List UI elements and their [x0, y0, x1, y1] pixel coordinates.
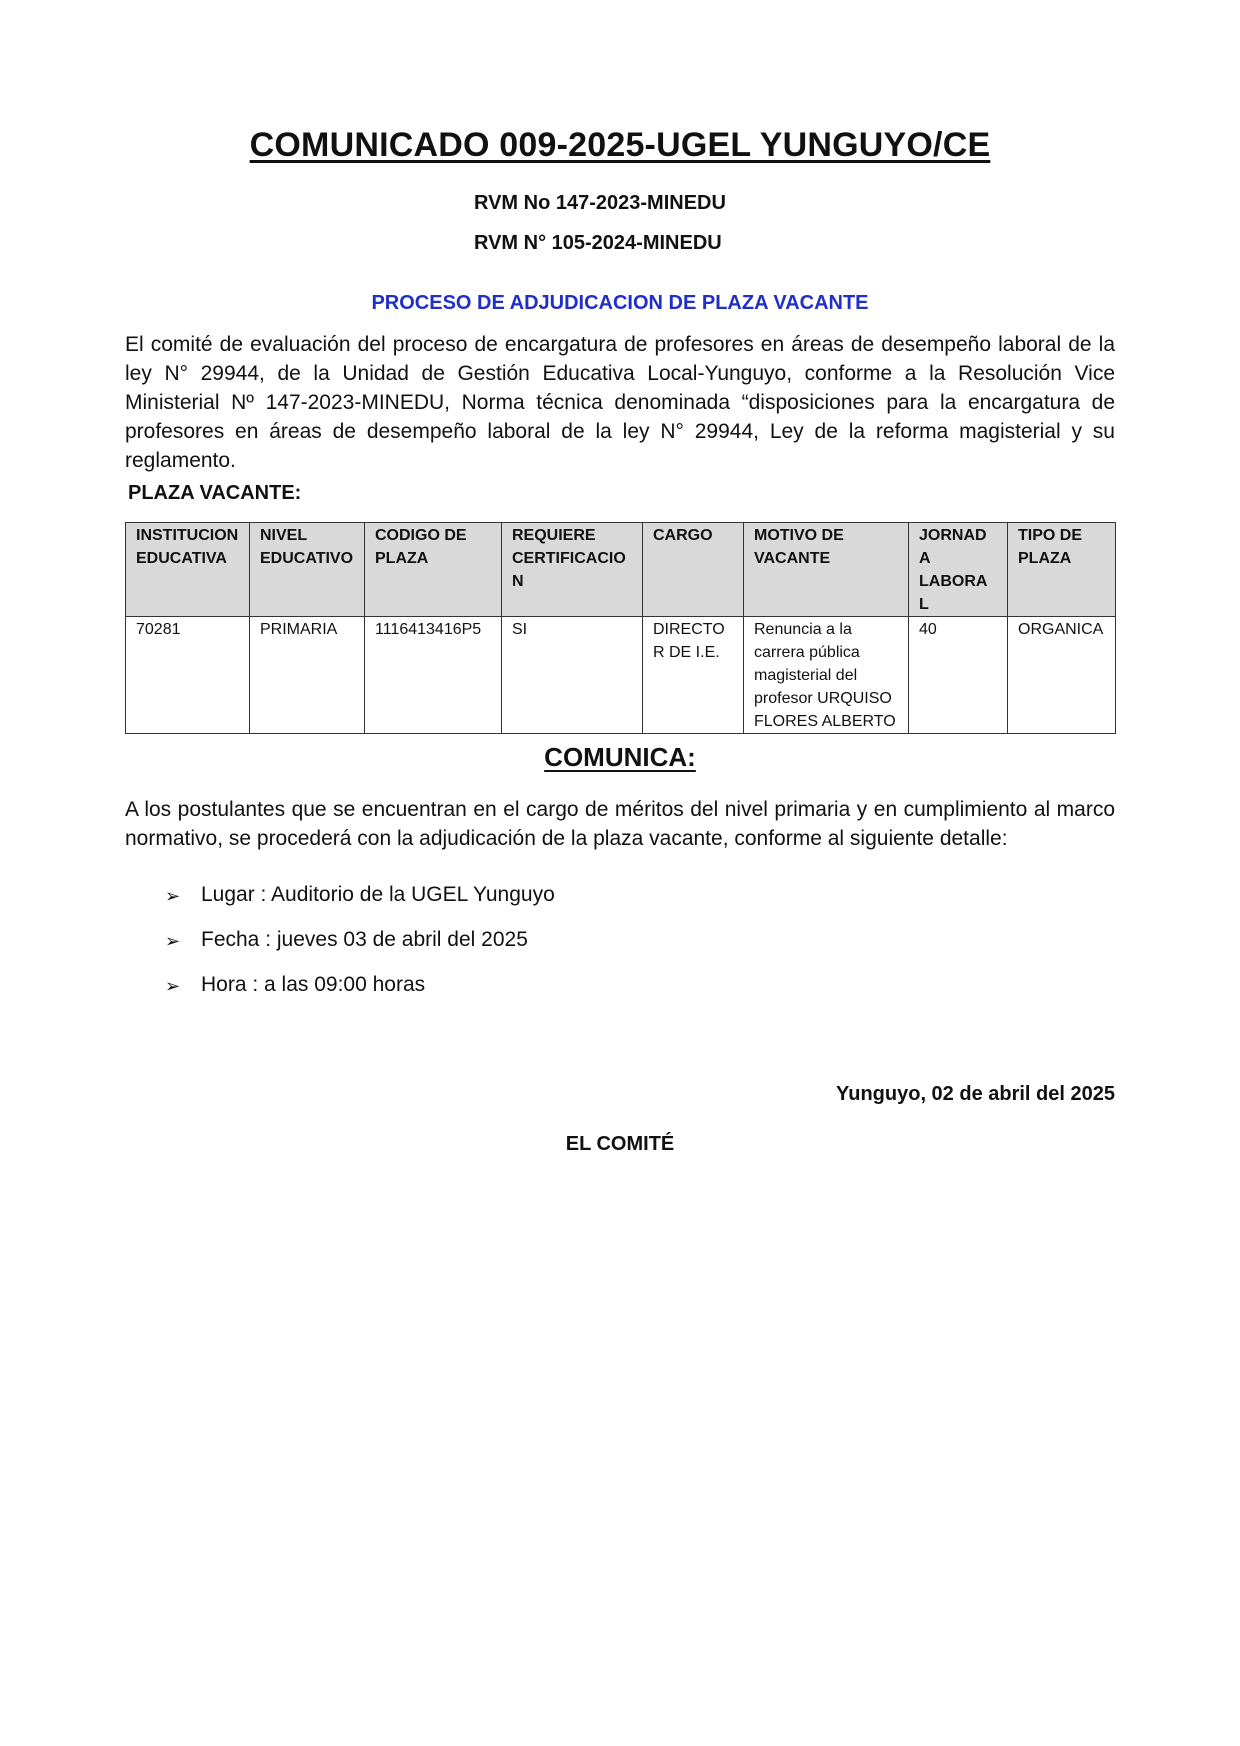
intro-paragraph: El comité de evaluación del proceso de encargatura de profesores en áreas de desempeño laboral de la ley N° 29944, de la Unidad de Gestión Educativa Local-Yunguyo, conforme a la Resolución Vice Ministerial Nº 147-2023-MINEDU, Norma técnica denominada “disposiciones para la encargatura de profesores en áreas de desempeño laboral de la ley N° 29944, Ley de la reforma magisterial y su reglamento. — [125, 333, 1115, 472]
document-title: COMUNICADO 009-2025-UGEL YUNGUYO/CE — [249, 126, 991, 164]
cell-institucion-educativa: 70281 — [126, 617, 250, 734]
cell-jornada-laboral: 40 — [909, 617, 1008, 734]
plaza-vacante-label: PLAZA VACANTE: — [128, 482, 302, 504]
header-requiere-certificacion: REQUIERE CERTIFICACION — [502, 523, 643, 617]
arrow-bullet-icon: ➢ — [165, 931, 181, 951]
arrow-bullet-icon: ➢ — [165, 886, 181, 906]
comunica-heading: COMUNICA: — [544, 742, 696, 772]
header-motivo-de-vacante: MOTIVO DE VACANTE — [744, 523, 909, 617]
place-date: Yunguyo, 02 de abril del 2025 — [836, 1083, 1115, 1105]
detail-hora: Hora : a las 09:00 horas — [201, 973, 426, 996]
detail-fecha: Fecha : jueves 03 de abril del 2025 — [201, 928, 528, 951]
arrow-bullet-icon: ➢ — [165, 976, 181, 996]
list-item-lugar — [165, 883, 555, 928]
vacancy-table — [125, 522, 1116, 734]
list-item-hora — [165, 973, 555, 1018]
detail-lugar: Lugar : Auditorio de la UGEL Yunguyo — [201, 883, 555, 906]
header-nivel-educativo: NIVEL EDUCATIVO — [250, 523, 365, 617]
signature-committee: EL COMITÉ — [565, 1133, 675, 1155]
cell-codigo-de-plaza: 1116413416P5 — [365, 617, 502, 734]
cell-tipo-de-plaza: ORGANICA — [1008, 617, 1116, 734]
cell-cargo: DIRECTOR DE I.E. — [643, 617, 744, 734]
table-header-row — [126, 523, 1116, 617]
details-list — [165, 883, 555, 1018]
header-institucion-educativa: INSTITUCION EDUCATIVA — [126, 523, 250, 617]
header-jornada-laboral: JORNADA LABORAL — [909, 523, 1008, 617]
list-item-fecha — [165, 928, 555, 973]
rvm-reference-1: RVM No 147-2023-MINEDU — [474, 192, 726, 214]
cell-nivel-educativo: PRIMARIA — [250, 617, 365, 734]
comunica-paragraph: A los postulantes que se encuentran en el cargo de méritos del nivel primaria y en cumplimiento al marco normativo, se procederá con la adjudicación de la plaza vacante, conforme al siguiente detalle: — [125, 798, 1115, 850]
table-row — [126, 617, 1116, 734]
cell-requiere-certificacion: SI — [502, 617, 643, 734]
header-tipo-de-plaza: TIPO DE PLAZA — [1008, 523, 1116, 617]
header-cargo: CARGO — [643, 523, 744, 617]
process-heading: PROCESO DE ADJUDICACION DE PLAZA VACANTE — [371, 292, 869, 314]
header-codigo-de-plaza: CODIGO DE PLAZA — [365, 523, 502, 617]
cell-motivo-de-vacante: Renuncia a la carrera pública magisterial del profesor URQUISO FLORES ALBERTO — [744, 617, 909, 734]
rvm-reference-2: RVM N° 105-2024-MINEDU — [474, 232, 722, 254]
